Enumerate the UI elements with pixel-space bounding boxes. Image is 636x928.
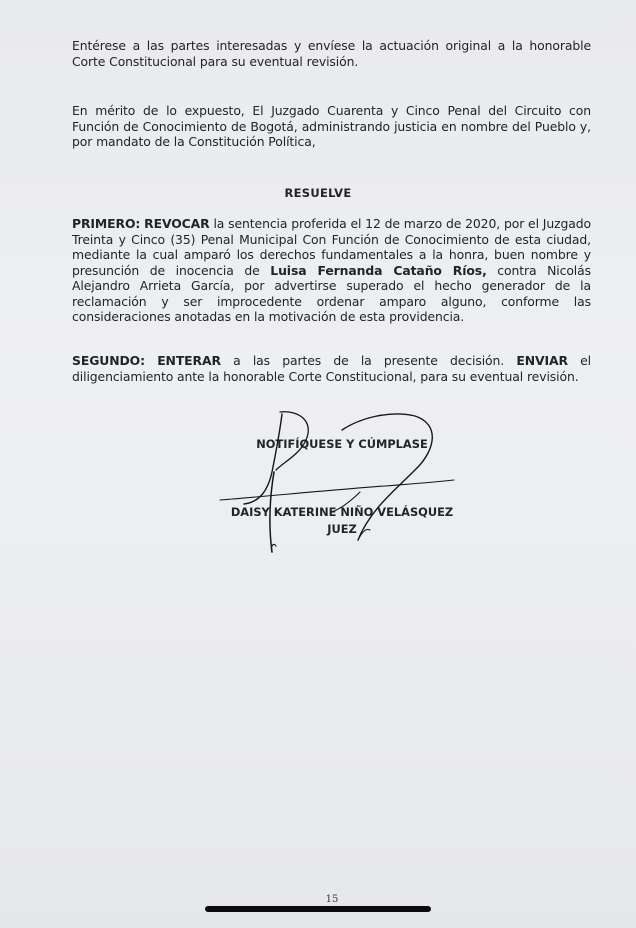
home-indicator[interactable] xyxy=(205,906,431,912)
paragraph-text: En mérito de lo expuesto, El Juzgado Cuarenta y Cinco Penal del Circuito con Función de Conocimiento de Bogotá, administrando justicia en nombre del Pueblo y, por mandato de la Constitución Política, xyxy=(72,103,591,149)
closing-formula: NOTIFÍQUESE Y CÚMPLASE xyxy=(256,437,428,451)
party-name: Luisa Fernanda Cataño Ríos, xyxy=(270,262,487,278)
judge-title: JUEZ xyxy=(327,522,357,536)
paragraph-primero xyxy=(72,216,591,325)
page-number: 15 xyxy=(325,894,339,905)
paragraph-notification xyxy=(72,38,591,69)
clause-text: el diligenciamiento ante la honorable Corte Constitucional, para su eventual revisión. xyxy=(72,353,592,384)
judge-name: DAISY KATERINE NIÑO VELÁSQUEZ xyxy=(230,505,454,519)
clause-action: REVOCAR xyxy=(144,216,210,231)
clause-text: a las partes de la presente decisión. xyxy=(233,353,505,368)
handwritten-signature xyxy=(210,400,460,570)
clause-action: ENTERAR xyxy=(157,353,221,368)
paragraph-text: Entérese a las partes interesadas y envíese la actuación original a la honorable Corte Constitucional para su eventual revisión. xyxy=(72,38,591,69)
clause-action: ENVIAR xyxy=(516,353,568,368)
resolution-heading: RESUELVE xyxy=(284,186,352,200)
clause-text: la sentencia proferida el 12 de marzo de 2020, por el Juzgado Treinta y Cinco (35) Penal Municipal Con Función de Conocimiento de esta ciudad, mediante la cual amparó los derechos fundamentales a la honra, buen nombre y presunción de inocencia de xyxy=(72,216,591,278)
clause-label: SEGUNDO: xyxy=(72,353,145,368)
paragraph-segundo xyxy=(72,353,591,384)
clause-label: PRIMERO: xyxy=(72,216,141,231)
clause-text: contra Nicolás Alejandro Arrieta García, por advertirse superado el hecho generador de la reclamación y ser improcedente ordenar amparo alguno, conforme las consideraciones anotadas en la motivación de esta providencia. xyxy=(72,262,591,324)
paragraph-merit xyxy=(72,103,591,150)
